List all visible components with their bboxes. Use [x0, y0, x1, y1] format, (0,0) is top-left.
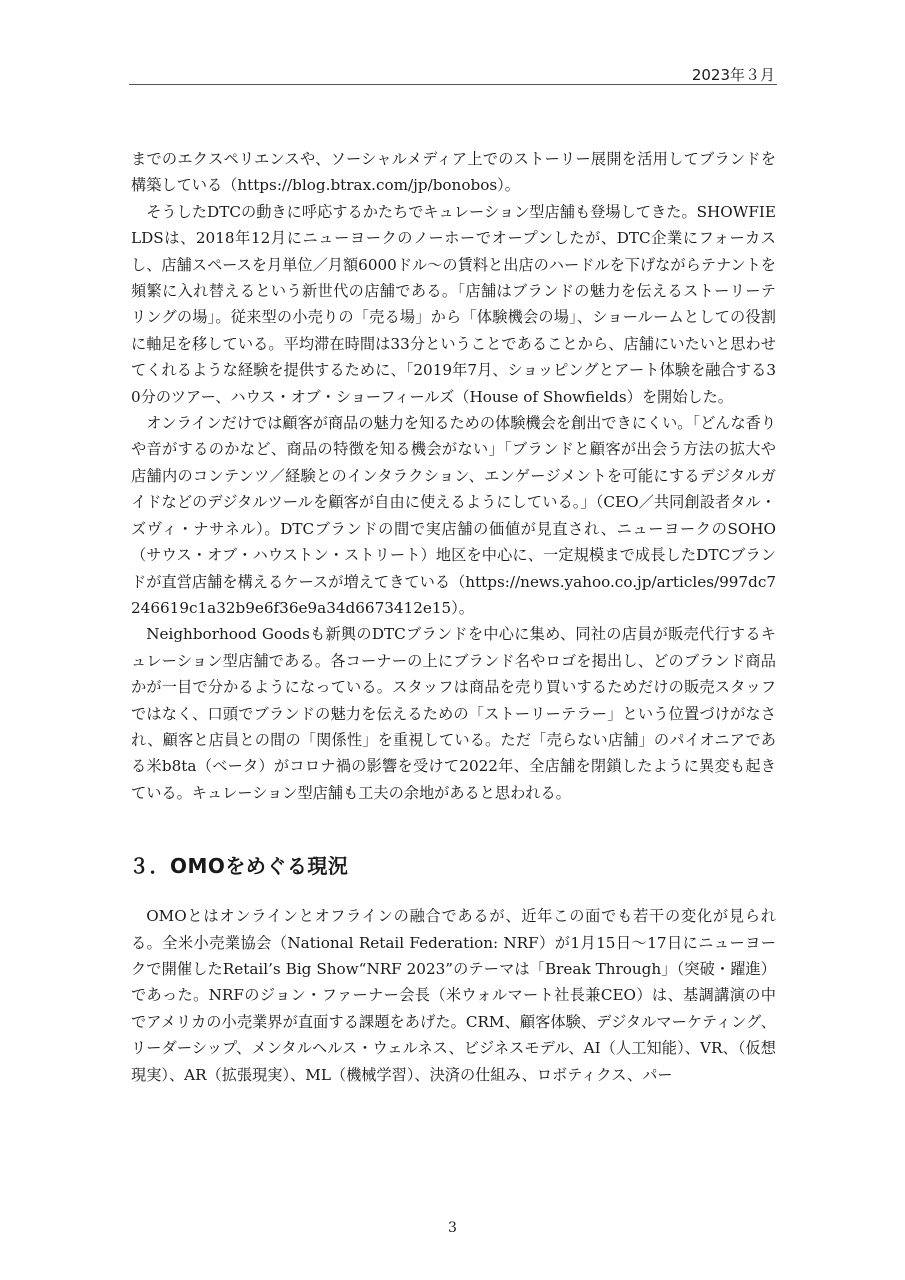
header-date: 2023年３月 — [691, 66, 775, 84]
paragraph: そうしたDTCの動きに呼応するかたちでキュレーション型店舗も登場してきた。SHOWFIELDSは、2018年12月にニューヨークのノーホーでオープンしたが、DTC企業にフォーカスし、店舗スペースを月単位／月額6000ドル～の賃料と出店のハードルを下げながらテナントを頻繁に入れ替えるという新世代の店舗である。「店舗はブランドの魅力を伝えるストーリーテリングの場」。従来型の小売りの「売る場」から「体験機会の場」、ショールームとしての役割に軸足を移している。平均滞在時間は33分ということであることから、店舗にいたいと思わせてくれるような経験を提供するために、「2019年7月、ショッピングとアート体験を融合する30分のツアー、ハウス・オブ・ショーフィールズ（House of Showfields）を開始した。 — [131, 202, 776, 406]
document-body — [131, 146, 776, 1088]
paragraph: Neighborhood Goodsも新興のDTCブランドを中心に集め、同社の店員が販売代行するキュレーション型店舗である。各コーナーの上にブランド名やロゴを掲出し、どのブランド商品かが一目で分かるようになっている。スタッフは商品を売り買いするためだけの販売スタッフではなく、口頭でブランドの魅力を伝えるための「ストーリーテラー」という位置づけがなされ、顧客と店員との間の「関係性」を重視している。ただ「売らない店舗」のパイオニアである米b8ta（ベータ）がコロナ禍の影響を受けて2022年、全店舗を閉鎖したように異変も起きている。キュレーション型店舗も工夫の余地があると思われる。 — [131, 625, 776, 802]
paragraph: OMOとはオンラインとオフラインの融合であるが、近年この面でも若干の変化が見られる。全米小売業協会（National Retail Federation: NRF）が1月15日～17日にニューヨークで開催したRetail’s Big Show“NRF 2023”のテーマは「Break Through」（突破・躍進）であった。NRFのジョン・ファーナー会長（米ウォルマート社長兼CEO）は、基調講演の中でアメリカの小売業界が直面する課題をあげた。CRM、顧客体験、デジタルマーケティング、リーダーシップ、メンタルヘルス・ウェルネス、ビジネスモデル、AI（人工知能）、VR、（仮想現実）、AR（拡張現実）、ML（機械学習）、決済の仕組み、ロボティクス、パー — [131, 907, 776, 1084]
page-number: 3 — [448, 1220, 457, 1236]
paragraph: オンラインだけでは顧客が商品の魅力を知るための体験機会を創出できにくい。「どんな香りや音がするのかなど、商品の特徴を知る機会がない」「ブランドと顧客が出会う方法の拡大や店舗内のコンテンツ／経験とのインタラクション、エンゲージメントを可能にするデジタルガイドなどのデジタルツールを顧客が自由に使えるようにしている。」（CEO／共同創設者タル・ズヴィ・ナサネル）。DTCブランドの間で実店舗の価値が見直され、ニューヨークのSOHO（サウス・オブ・ハウストン・ストリート）地区を中心に、一定規模まで成長したDTCブランドが直営店舗を構えるケースが増えてきている（https://news.yahoo.co.jp/articles/997dc7246619c1a32b9e6f36e9a34d6673412e15）。 — [131, 414, 777, 617]
header-rule — [129, 84, 777, 85]
paragraph: までのエクスペリエンスや、ソーシャルメディア上でのストーリー展開を活用してブランドを構築している（https://blog.btrax.com/jp/bonobos）。 — [131, 150, 776, 195]
section-heading: ３．OMOをめぐる現況 — [129, 854, 349, 879]
